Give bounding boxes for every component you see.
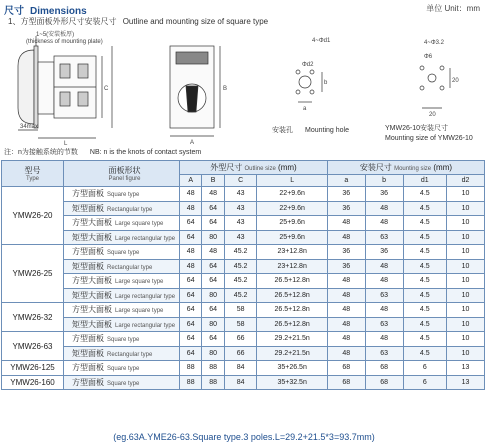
cell-L: 26.5+12.8n — [257, 274, 327, 289]
cell-C: 45.2 — [224, 288, 257, 303]
panel-cn: 矩型面板 — [72, 348, 104, 358]
panel-en: Large rectangular type — [115, 235, 176, 242]
table-row — [2, 230, 485, 245]
cell-d2: 13 — [447, 375, 485, 390]
dim-C: C — [104, 86, 109, 92]
panel-cn: 矩型面板 — [72, 261, 104, 271]
panel-cell — [64, 259, 180, 274]
cell-d2: 10 — [447, 346, 485, 361]
cell-L: 23+12.8n — [257, 245, 327, 260]
cell-a: 48 — [327, 303, 365, 318]
cell-C: 45.2 — [224, 274, 257, 289]
cell-d2: 10 — [447, 332, 485, 347]
cell-a: 48 — [327, 346, 365, 361]
plate-thickness-label-cn: 1~5(安装板厚) — [36, 32, 75, 38]
cell-A: 88 — [180, 375, 202, 390]
cell-B: 64 — [202, 201, 224, 216]
panel-cell — [64, 303, 180, 318]
cell-C: 66 — [224, 332, 257, 347]
cell-b: 68 — [365, 375, 403, 390]
cell-d2: 10 — [447, 303, 485, 318]
hole-dim-b: b — [324, 80, 328, 86]
panel-en: Rectangular type — [107, 351, 153, 358]
ymw-dim-32: 4~Φ3.2 — [424, 40, 444, 46]
panel-cell — [64, 361, 180, 376]
cell-b: 48 — [365, 216, 403, 231]
cell-d1: 4.5 — [403, 187, 447, 202]
panel-en: Square type — [107, 250, 140, 257]
panel-en: Square type — [107, 380, 140, 387]
cell-d2: 10 — [447, 259, 485, 274]
spec-table — [1, 160, 485, 390]
panel-cell — [64, 216, 180, 231]
header-col-d2: d2 — [447, 175, 485, 187]
header-col-A: A — [180, 175, 202, 187]
cell-C: 58 — [224, 303, 257, 318]
cell-L: 26.5+12.8n — [257, 317, 327, 332]
cell-B: 64 — [202, 332, 224, 347]
cell-b: 63 — [365, 317, 403, 332]
table-row — [2, 303, 485, 318]
hole-dim-a: a — [303, 106, 307, 112]
table-row — [2, 346, 485, 361]
header-panel-en: Panel figure — [108, 176, 141, 182]
ymw-caption-cn: YMW26-10安装尺寸 — [385, 125, 449, 132]
cell-L: 35+26.5n — [257, 361, 327, 376]
panel-cn: 矩型大面板 — [72, 319, 112, 329]
header-col-a: a — [327, 175, 365, 187]
cell-A: 64 — [180, 274, 202, 289]
cell-d1: 6 — [403, 375, 447, 390]
cell-L: 22+9.6n — [257, 187, 327, 202]
cell-B: 64 — [202, 303, 224, 318]
panel-cell — [64, 317, 180, 332]
cell-C: 45.2 — [224, 259, 257, 274]
cell-b: 36 — [365, 245, 403, 260]
cell-d1: 4.5 — [403, 245, 447, 260]
cell-a: 36 — [327, 201, 365, 216]
table-row — [2, 332, 485, 347]
cell-d2: 10 — [447, 274, 485, 289]
header-col-d1: d1 — [403, 175, 447, 187]
cell-C: 84 — [224, 375, 257, 390]
hole-caption-cn: 安装孔 — [272, 127, 293, 134]
cell-d2: 10 — [447, 216, 485, 231]
cell-B: 80 — [202, 230, 224, 245]
panel-en: Large square type — [115, 308, 164, 315]
note-cn: 注：n为接触系统的节数 — [4, 149, 78, 156]
section-title — [4, 2, 87, 17]
cell-L: 35+32.5n — [257, 375, 327, 390]
cell-d2: 10 — [447, 201, 485, 216]
type-cell: YMW26-63 — [2, 332, 64, 361]
cell-d2: 10 — [447, 317, 485, 332]
cell-B: 48 — [202, 187, 224, 202]
cell-d1: 4.5 — [403, 346, 447, 361]
table-row — [2, 375, 485, 390]
cell-a: 48 — [327, 332, 365, 347]
cell-A: 64 — [180, 332, 202, 347]
cell-d1: 4.5 — [403, 259, 447, 274]
cell-a: 48 — [327, 317, 365, 332]
panel-en: Large rectangular type — [115, 322, 176, 329]
cell-A: 64 — [180, 303, 202, 318]
cell-d1: 4.5 — [403, 288, 447, 303]
ymw-caption-en: Mounting size of YMW26-10 — [385, 135, 473, 142]
cell-C: 43 — [224, 216, 257, 231]
cell-a: 68 — [327, 375, 365, 390]
ymw-dim-20-vertical: 20 — [452, 78, 459, 84]
header-mounting-unit: (mm) — [433, 163, 453, 172]
panel-cell — [64, 288, 180, 303]
cell-C: 84 — [224, 361, 257, 376]
table-row — [2, 216, 485, 231]
dim-A: A — [190, 140, 195, 146]
cell-d2: 10 — [447, 230, 485, 245]
header-type — [2, 161, 64, 187]
cell-a: 48 — [327, 216, 365, 231]
plate-thickness-label-en: (thickness of mounting plate) — [26, 39, 103, 45]
panel-cn: 矩型面板 — [72, 203, 104, 213]
cell-A: 48 — [180, 245, 202, 260]
header-panel-cn: 面板形状 — [108, 166, 141, 175]
dim-L: L — [64, 141, 68, 146]
panel-cell — [64, 245, 180, 260]
cell-A: 48 — [180, 259, 202, 274]
cell-C: 43 — [224, 201, 257, 216]
cell-B: 88 — [202, 375, 224, 390]
header-panel — [64, 161, 180, 187]
cell-d2: 13 — [447, 361, 485, 376]
cell-b: 68 — [365, 361, 403, 376]
panel-cell — [64, 346, 180, 361]
mounting-hole-drawing — [296, 70, 322, 102]
cell-B: 64 — [202, 274, 224, 289]
cell-d1: 4.5 — [403, 201, 447, 216]
cell-B: 64 — [202, 259, 224, 274]
cell-C: 43 — [224, 187, 257, 202]
cell-L: 29.2+21.5n — [257, 346, 327, 361]
subtitle-cn: 1、方型面板外形尺寸安装尺寸 — [8, 17, 117, 26]
panel-cell — [64, 375, 180, 390]
panel-cn: 矩型大面板 — [72, 290, 112, 300]
cell-b: 63 — [365, 230, 403, 245]
table-row — [2, 245, 485, 260]
cell-L: 26.5+12.8n — [257, 303, 327, 318]
cell-b: 48 — [365, 332, 403, 347]
panel-cell — [64, 332, 180, 347]
panel-en: Large square type — [115, 221, 164, 228]
cell-L: 29.2+21.5n — [257, 332, 327, 347]
cell-a: 48 — [327, 288, 365, 303]
cell-a: 36 — [327, 187, 365, 202]
panel-cn: 方型大面板 — [72, 276, 112, 286]
type-cell: YMW26-125 — [2, 361, 64, 376]
cell-A: 48 — [180, 187, 202, 202]
cell-B: 80 — [202, 288, 224, 303]
cell-b: 48 — [365, 274, 403, 289]
panel-cn: 方型大面板 — [72, 218, 112, 228]
panel-cn: 方型面板 — [72, 334, 104, 344]
panel-cell — [64, 274, 180, 289]
header-col-B: B — [202, 175, 224, 187]
cell-C: 43 — [224, 230, 257, 245]
cell-B: 80 — [202, 317, 224, 332]
cell-d1: 6 — [403, 361, 447, 376]
unit-label: 单位 Unit：mm — [426, 4, 480, 13]
cell-C: 45.2 — [224, 245, 257, 260]
dim-B: B — [223, 86, 228, 92]
panel-en: Square type — [107, 192, 140, 199]
header-col-C: C — [224, 175, 257, 187]
type-cell: YMW26-32 — [2, 303, 64, 332]
subtitle-en: Outline and mounting size of square type — [122, 17, 269, 26]
cell-A: 64 — [180, 216, 202, 231]
table-row — [2, 201, 485, 216]
cell-L: 25+9.6n — [257, 230, 327, 245]
cell-d1: 4.5 — [403, 216, 447, 231]
cell-b: 48 — [365, 201, 403, 216]
cell-d1: 4.5 — [403, 230, 447, 245]
cell-d1: 4.5 — [403, 332, 447, 347]
example-calculation: (eg.63A.YME26-63.Square type.3 poles.L=29.2+21.5*3=93.7mm) — [113, 432, 375, 442]
front-view-drawing — [170, 46, 220, 136]
cell-d2: 10 — [447, 288, 485, 303]
side-view-drawing — [18, 36, 112, 138]
table-row — [2, 274, 485, 289]
header-type-cn: 型号 — [24, 166, 41, 175]
ymw26-10-drawing — [420, 66, 450, 108]
ymw-dim-6: Φ6 — [424, 54, 433, 60]
panel-en: Large square type — [115, 279, 164, 286]
header-col-L: L — [257, 175, 327, 187]
ymw-dim-20-horizontal: 20 — [429, 112, 436, 118]
header-mounting — [327, 161, 484, 175]
cell-L: 23+12.8n — [257, 259, 327, 274]
header-outline-cn: 外型尺寸 — [210, 163, 243, 172]
panel-cn: 方型大面板 — [72, 305, 112, 315]
panel-cn: 方型面板 — [72, 247, 104, 257]
hole-dim-d1: 4~Φd1 — [312, 38, 331, 44]
cell-A: 48 — [180, 201, 202, 216]
table-row — [2, 317, 485, 332]
cell-d1: 4.5 — [403, 317, 447, 332]
type-cell: YMW26-160 — [2, 375, 64, 390]
cell-b: 63 — [365, 288, 403, 303]
hole-caption-en: Mounting hole — [305, 127, 349, 134]
cell-A: 88 — [180, 361, 202, 376]
panel-cell — [64, 230, 180, 245]
panel-cn: 矩型大面板 — [72, 232, 112, 242]
cell-C: 58 — [224, 317, 257, 332]
panel-en: Large rectangular type — [115, 293, 176, 300]
cell-a: 36 — [327, 245, 365, 260]
panel-cell — [64, 201, 180, 216]
cell-b: 63 — [365, 346, 403, 361]
contact-knots-note — [4, 147, 201, 157]
header-mounting-en: Mounting size — [394, 166, 432, 172]
header-type-en: Type — [25, 176, 39, 182]
table-row — [2, 288, 485, 303]
table-row — [2, 259, 485, 274]
panel-en: Square type — [107, 337, 140, 344]
cell-d1: 4.5 — [403, 303, 447, 318]
cell-d2: 10 — [447, 245, 485, 260]
cell-B: 64 — [202, 216, 224, 231]
type-cell: YMW26-25 — [2, 245, 64, 303]
header-outline — [180, 161, 328, 175]
section-title-cn: 尺寸 — [4, 6, 24, 17]
cell-B: 88 — [202, 361, 224, 376]
panel-cn: 方型面板 — [72, 363, 104, 373]
cell-L: 25+9.6n — [257, 216, 327, 231]
panel-cn: 方型面板 — [72, 189, 104, 199]
table-row — [2, 187, 485, 202]
header-outline-unit: (mm) — [278, 163, 297, 172]
section-title-en: Dimensions — [30, 6, 87, 17]
spec-table-body — [2, 187, 485, 390]
cell-a: 36 — [327, 259, 365, 274]
cell-C: 66 — [224, 346, 257, 361]
panel-en: Rectangular type — [107, 206, 153, 213]
cell-a: 48 — [327, 274, 365, 289]
cell-L: 26.5+12.8n — [257, 288, 327, 303]
cell-b: 48 — [365, 259, 403, 274]
note-en: NB: n is the knots of contact system — [89, 149, 202, 156]
cell-A: 64 — [180, 230, 202, 245]
cell-L: 22+9.6n — [257, 201, 327, 216]
cell-a: 68 — [327, 361, 365, 376]
cell-d2: 10 — [447, 187, 485, 202]
dim-34max: 34max — [20, 124, 39, 130]
cell-a: 48 — [327, 230, 365, 245]
cell-B: 48 — [202, 245, 224, 260]
panel-en: Rectangular type — [107, 264, 153, 271]
cell-b: 36 — [365, 187, 403, 202]
cell-B: 80 — [202, 346, 224, 361]
hole-dim-d2: Φd2 — [302, 62, 314, 68]
panel-cn: 方型面板 — [72, 377, 104, 387]
cell-A: 64 — [180, 288, 202, 303]
panel-en: Square type — [107, 366, 140, 373]
header-outline-en: Outline size — [244, 166, 276, 172]
cell-A: 64 — [180, 317, 202, 332]
header-col-b: b — [365, 175, 403, 187]
dimension-drawings — [0, 26, 488, 146]
header-mounting-cn: 安装尺寸 — [359, 163, 392, 172]
cell-b: 48 — [365, 303, 403, 318]
panel-cell — [64, 187, 180, 202]
cell-d1: 4.5 — [403, 274, 447, 289]
table-row — [2, 361, 485, 376]
type-cell: YMW26-20 — [2, 187, 64, 245]
cell-A: 64 — [180, 346, 202, 361]
